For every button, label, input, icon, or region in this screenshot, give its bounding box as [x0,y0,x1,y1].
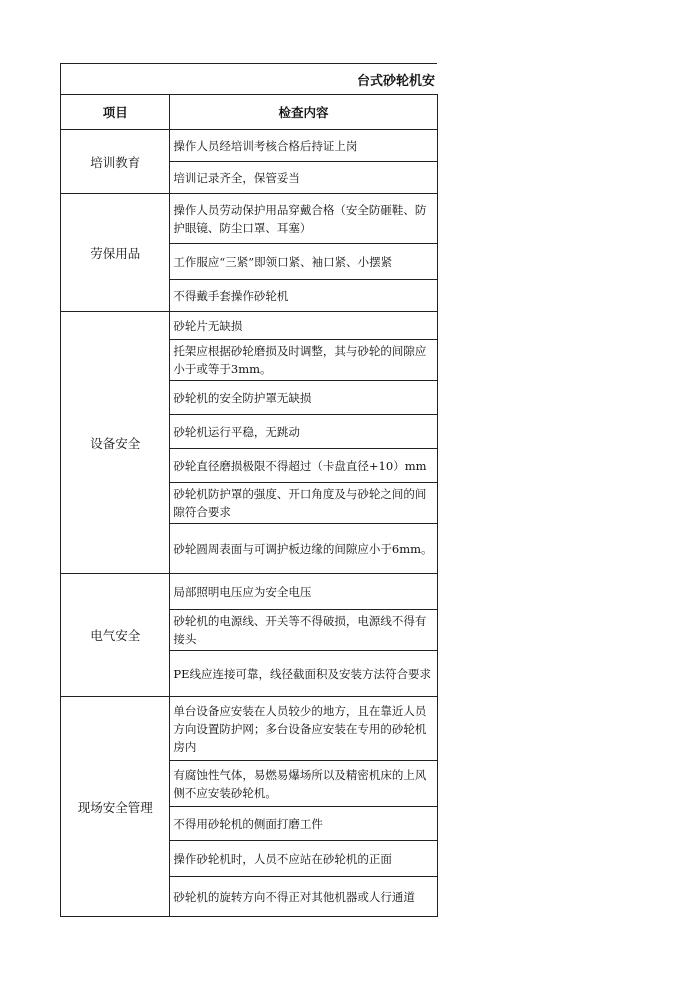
inspection-sheet [60,63,438,917]
check-item: 操作人员劳动保护用品穿戴合格（安全防砸鞋、防护眼镜、防尘口罩、耳塞） [170,194,437,244]
check-item: 托架应根据砂轮磨损及时调整，其与砂轮的间隙应小于或等于3mm。 [170,340,437,381]
category-cell: 设备安全 [61,312,170,574]
header-item: 项目 [61,95,170,130]
table-row [61,574,438,610]
inspection-table [60,63,438,917]
check-item: 砂轮圆周表面与可调护板边缘的间隙应小于6mm。 [170,524,437,574]
table-row [61,130,438,162]
table-row [61,194,438,244]
check-item: 有腐蚀性气体，易燃易爆场所以及精密机床的上风侧不应安装砂轮机。 [170,761,437,807]
category-cell: 劳保用品 [61,194,170,312]
check-item: 操作砂轮机时，人员不应站在砂轮机的正面 [170,841,437,877]
category-cell: 现场安全管理 [61,697,170,917]
check-item: 砂轮直径磨损极限不得超过（卡盘直径+10）mm [170,449,437,483]
category-cell: 培训教育 [61,130,170,194]
check-item: 砂轮机防护罩的强度、开口角度及与砂轮之间的间隙符合要求 [170,483,437,524]
check-item: 砂轮片无缺损 [170,312,437,340]
check-item: 砂轮机的安全防护罩无缺损 [170,381,437,415]
check-item: 不得用砂轮机的侧面打磨工件 [170,807,437,841]
check-item: 单台设备应安装在人员较少的地方，且在靠近人员方向设置防护网；多台设备应安装在专用的砂轮机房内 [170,697,437,761]
check-item: 工作服应“三紧”即领口紧、袖口紧、小摆紧 [170,244,437,280]
check-item: 砂轮机的电源线、开关等不得破损，电源线不得有接头 [170,610,437,651]
check-item: 培训记录齐全，保管妥当 [170,162,437,194]
check-item: 局部照明电压应为安全电压 [170,574,437,610]
table-row [61,312,438,340]
check-item: 不得戴手套操作砂轮机 [170,280,437,312]
header-content: 检查内容 [170,95,437,130]
check-item: PE线应连接可靠，线径截面积及安装方法符合要求 [170,651,437,697]
table-title: 台式砂轮机安 [61,64,438,95]
table-body [61,130,438,917]
check-item: 砂轮机运行平稳，无跳动 [170,415,437,449]
check-item: 砂轮机的旋转方向不得正对其他机器或人行通道 [170,877,437,917]
category-cell: 电气安全 [61,574,170,697]
check-item: 操作人员经培训考核合格后持证上岗 [170,130,437,162]
table-row [61,697,438,761]
